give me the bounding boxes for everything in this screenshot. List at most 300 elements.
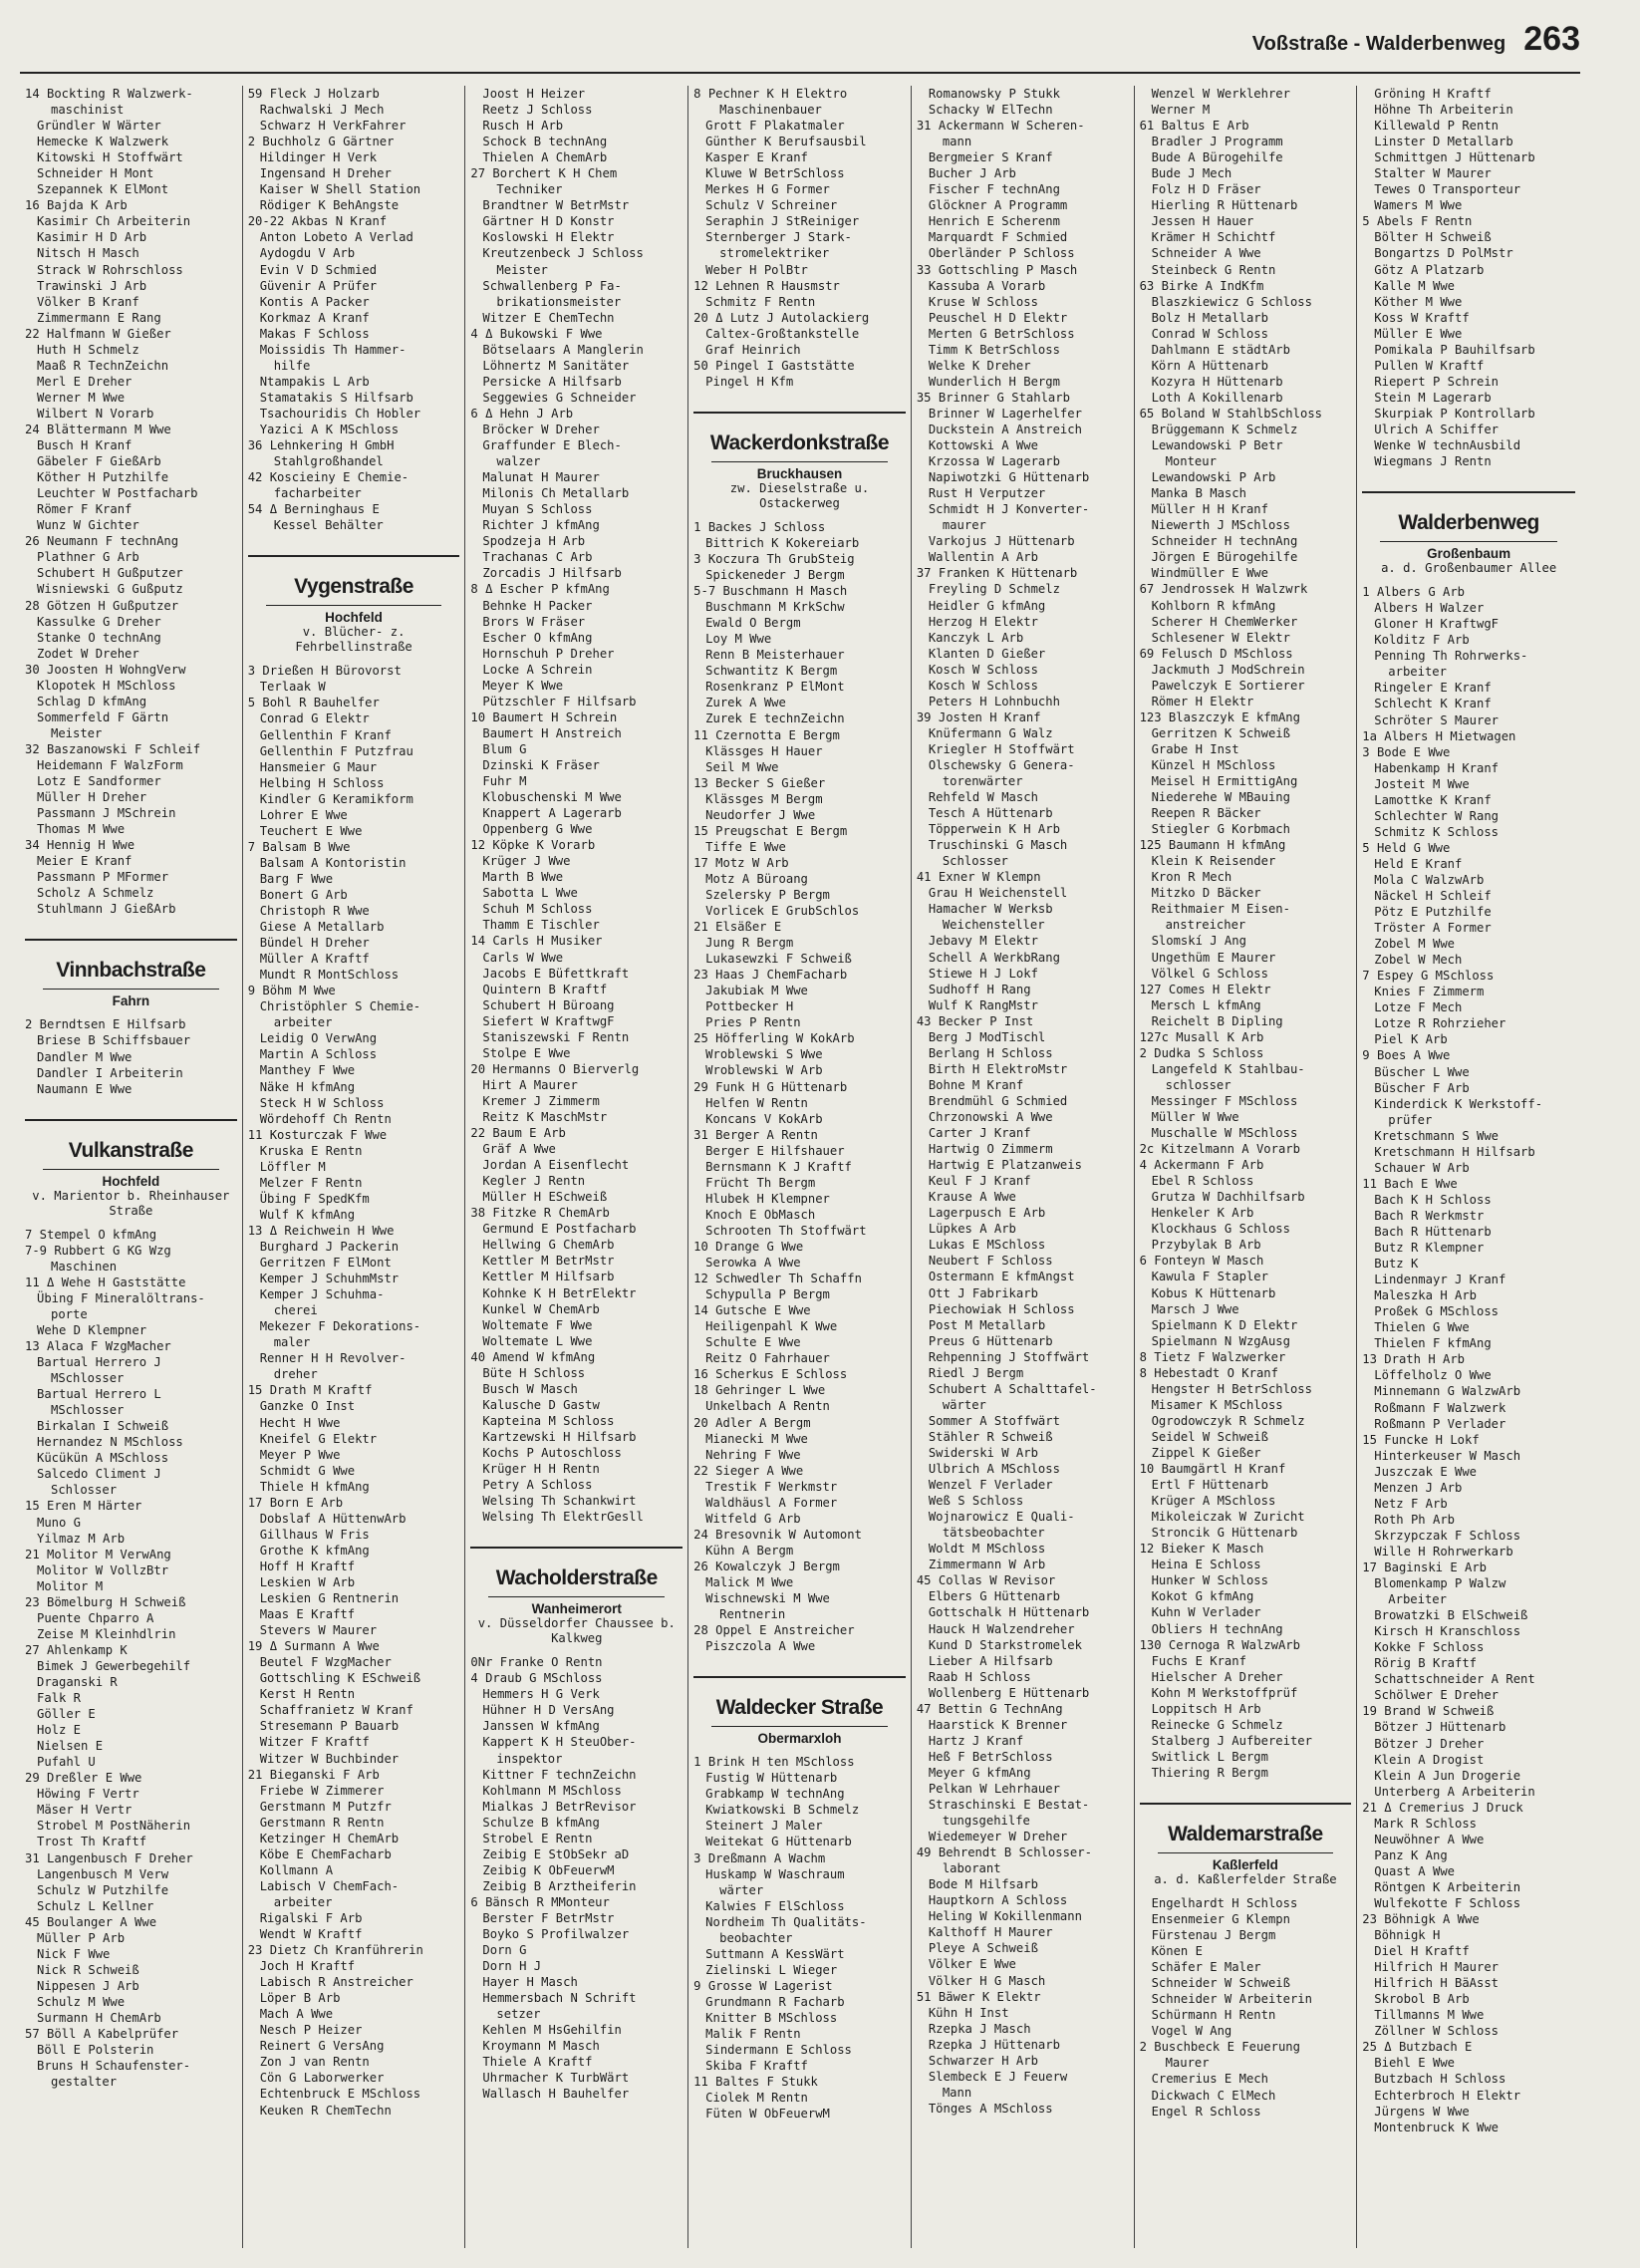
resident-entry: Scholz A Schmelz (37, 886, 154, 901)
resident-entry: Kretschmann H Hilfsarb (1374, 1144, 1535, 1159)
resident-entry: Proßek G MSchloss (1374, 1304, 1500, 1319)
resident-entry: Wallentin A Arb (928, 550, 1038, 565)
resident-entry: torenwärter (942, 774, 1023, 789)
resident-entry: Übing F Mineralöltrans- (37, 1290, 205, 1305)
resident-entry: Schmidt G Wwe (259, 1463, 356, 1478)
resident-entry: Schneider H technAng (1151, 534, 1298, 549)
resident-entry: Wollenberg E Hüttenarb (928, 1685, 1090, 1700)
resident-entry: Körn A Hüttenarb (1151, 358, 1268, 373)
resident-entry: Völker B Kranf (37, 294, 139, 309)
resident-entry: 7 Espey G MSchloss (1362, 969, 1495, 984)
resident-entry: 67 Jendrossek H Walzwrk (1139, 582, 1308, 597)
resident-entry: Schneider W Schweiß (1151, 1976, 1290, 1991)
resident-entry: Manka B Masch (1151, 486, 1246, 501)
resident-entry: Moissidis Th Hammer- (259, 342, 407, 357)
resident-entry: Jackmuth J ModSchrein (1151, 662, 1305, 677)
resident-entry: 63 Birke A IndKfm (1139, 278, 1264, 293)
resident-entry: Molitor W VollzBtr (37, 1562, 169, 1577)
resident-entry: 20 Hermanns O Bierverlg (470, 1061, 640, 1076)
resident-entry: Slembeck E J Feuerw (928, 2069, 1068, 2084)
resident-entry: 37 Franken K Hüttenarb (916, 566, 1078, 581)
resident-entry: Mäser H Vertr (37, 1803, 133, 1818)
resident-entry: Woldt M MSchloss (928, 1542, 1046, 1557)
resident-entry: 16 Bajda K Arb (25, 198, 128, 213)
resident-entry: Meister (51, 725, 103, 740)
resident-entry: Jebavy M Elektr (928, 934, 1038, 949)
resident-entry: Brandtner W BetrMstr (482, 198, 630, 213)
resident-entry: Klein A Drogist (1374, 1752, 1485, 1767)
resident-entry: Vorlicek E GrubSchlos (705, 904, 860, 919)
resident-entry: Kruska E Rentn (259, 1143, 363, 1158)
resident-entry: Witzer F Kraftf (259, 1735, 370, 1750)
resident-entry: Schmittgen J Hüttenarb (1374, 150, 1535, 165)
resident-entry: Krämer H Schichtf (1151, 230, 1276, 245)
resident-entry: Klobuschenski M Wwe (482, 790, 622, 805)
resident-entry: Weichensteller (942, 918, 1045, 933)
resident-entry: Persicke A Hilfsarb (482, 374, 622, 389)
resident-entry: Ulrich A Schiffer (1374, 422, 1500, 436)
resident-entry: Dobslaf A HüttenwArb (259, 1511, 407, 1526)
resident-entry: Löhnertz M Sanitäter (482, 358, 630, 373)
resident-entry: Graf Heinrich (705, 342, 801, 357)
resident-entry: Beutel F WzgMacher (259, 1655, 392, 1670)
resident-entry: 17 Baginski E Arb (1362, 1559, 1488, 1574)
resident-entry: 15 Funcke H Lokf (1362, 1432, 1480, 1447)
resident-entry: Joost H Heizer (482, 87, 586, 101)
resident-entry: porte (51, 1306, 88, 1321)
resident-entry: 49 Behrendt B Schlosser- (916, 1845, 1092, 1860)
resident-entry: Schulz L Kellner (37, 1898, 154, 1913)
resident-entry: setzer (496, 2007, 541, 2022)
resident-entry: Jordan A Eisenflecht (482, 1158, 630, 1173)
resident-entry: Reithmaier M Eisen- (1151, 902, 1290, 917)
column-6 (1135, 86, 1358, 2248)
resident-entry: Unkelbach A Rentn (705, 1399, 830, 1414)
resident-entry: Labisch R Anstreicher (259, 1975, 413, 1990)
resident-entry: Haarstick K Brenner (928, 1717, 1068, 1732)
resident-entry: Stuhlmann J GießArb (37, 902, 176, 917)
district-name: Obermarxloh (757, 1731, 842, 1747)
resident-entry: Füten W ObFeuerwM (705, 2107, 830, 2122)
resident-entry: Hirt A Maurer (482, 1077, 578, 1092)
resident-entry: Gräf A Wwe (482, 1142, 556, 1157)
resident-entry: Fürstenau J Bergm (1151, 1928, 1276, 1943)
resident-entry: Grothe K kfmAng (259, 1543, 370, 1558)
resident-entry: Jessen H Hauer (1151, 214, 1254, 229)
street-rule (1380, 541, 1557, 542)
resident-entry: Witfeld G Arb (705, 1511, 801, 1526)
street-name: Vygenstraße (294, 575, 413, 599)
resident-entry: inspektor (496, 1751, 563, 1766)
running-title: Voßstraße - Walderbenweg (1251, 33, 1506, 55)
resident-entry: Meisel H ErmittigAng (1151, 774, 1298, 789)
resident-entry: Zodet W Dreher (37, 646, 139, 661)
street-heading (25, 939, 237, 1008)
resident-entry: Kegler J Rentn (482, 1174, 586, 1189)
resident-entry: Sabotta L Wwe (482, 886, 578, 901)
resident-entry: Browatzki B ElSchweiß (1374, 1608, 1528, 1623)
resident-entry: Skrzypczak F Schloss (1374, 1528, 1521, 1543)
resident-entry: Hauck H Walzendreher (928, 1621, 1075, 1636)
resident-entry: Nitsch H Masch (37, 246, 139, 261)
resident-entry: Trestik F Werkmstr (705, 1479, 838, 1494)
resident-entry: Schürmann H Rentn (1151, 2008, 1276, 2023)
resident-entry: Zurek E technZeichn (705, 711, 845, 726)
resident-entry: Grutza W Dachhilfsarb (1151, 1190, 1305, 1205)
resident-entry: Niewerth J MSchloss (1151, 518, 1290, 533)
resident-entry: 5 Abels F Rentn (1362, 214, 1473, 229)
resident-entry: Zobel W Mech (1374, 953, 1463, 968)
resident-entry: Schwarzer H Arb (928, 2053, 1038, 2068)
resident-entry: Klässges H Hauer (705, 743, 823, 758)
resident-entry: Zeibig B Arztheiferin (482, 1878, 637, 1893)
resident-entry: Roßmann P Verlader (1374, 1416, 1506, 1431)
resident-entry: Jürgens W Wwe (1374, 2104, 1470, 2119)
resident-entry: Gottschalk H Hüttenarb (928, 1605, 1090, 1620)
resident-entry: Keuken R ChemTechn (259, 2103, 392, 2118)
resident-entry: Frücht Th Bergm (705, 1175, 816, 1190)
resident-entry: 1 Albers G Arb (1362, 585, 1466, 600)
resident-entry: Kittner F technZeichn (482, 1767, 637, 1782)
resident-entry: Büscher L Wwe (1374, 1064, 1470, 1079)
resident-entry: Kindler G Keramikform (259, 791, 413, 806)
resident-entry: Güvenir A Prüfer (259, 278, 378, 293)
resident-entry: Kneifel G Elektr (259, 1431, 378, 1446)
resident-entry: Hemecke K Walzwerk (37, 135, 169, 149)
resident-entry: Hilfrich H Maurer (1374, 1960, 1500, 1975)
resident-entry: Stevers W Maurer (259, 1623, 378, 1638)
resident-entry: Rehpenning J Stoffwärt (928, 1349, 1090, 1364)
resident-entry: Schlosser (51, 1483, 118, 1498)
resident-entry: Heling W Kokillenmann (928, 1909, 1082, 1924)
resident-entry: Wamers M Wwe (1374, 198, 1463, 213)
resident-entry: 0Nr Franke O Rentn (470, 1655, 603, 1670)
resident-entry: Kuhn W Verlader (1151, 1605, 1261, 1620)
resident-entry: Hauptkorn A Schloss (928, 1893, 1068, 1908)
resident-entry: Sommer A Stoffwärt (928, 1413, 1060, 1428)
resident-entry: Strack W Rohrschloss (37, 262, 183, 277)
resident-entry: Szelersky P Bergm (705, 887, 830, 902)
resident-entry: 6 Bänsch R MMonteur (470, 1894, 610, 1909)
resident-entry: Wenke W technAusbild (1374, 438, 1521, 453)
resident-entry: Bode M Hilfsarb (928, 1877, 1038, 1892)
resident-entry: Gründler W Wärter (37, 119, 161, 134)
street-name: Waldemarstraße (1168, 1822, 1323, 1845)
resident-entry: Dickwach C ElMech (1151, 2088, 1276, 2103)
resident-entry: 12 Schwedler Th Schaffn (693, 1272, 862, 1286)
resident-entry: 3 Dreßmann A Wachm (693, 1850, 826, 1865)
resident-entry: Knies F Zimmerm (1374, 985, 1485, 999)
resident-entry: Fustig W Hüttenarb (705, 1771, 838, 1786)
resident-entry: 20-22 Akbas N Kranf (247, 214, 388, 229)
resident-entry: Giese A Metallarb (259, 920, 385, 935)
resident-entry: Reetz J Schloss (482, 103, 593, 118)
resident-entry: Thiele A Kraftf (482, 2055, 593, 2070)
resident-entry: 8 Tietz F Walzwerker (1139, 1349, 1286, 1364)
resident-entry: Post M Metallarb (928, 1317, 1046, 1332)
resident-entry: Butzbach H Schloss (1374, 2072, 1506, 2087)
resident-entry: Wördehoff Ch Rentn (259, 1111, 392, 1126)
resident-entry: Merl E Dreher (37, 374, 133, 389)
resident-entry: 23 Haas J ChemFacharb (693, 968, 848, 983)
resident-entry: Schmidt H J Konverter- (928, 502, 1090, 517)
resident-entry: Dorn H J (482, 1959, 542, 1974)
resident-entry: Koslowski H Elektr (482, 230, 615, 245)
resident-entry: Zippel K Gießer (1151, 1445, 1261, 1460)
resident-entry: Juszczak E Wwe (1374, 1464, 1478, 1479)
resident-entry: Grau H Weichenstell (928, 886, 1068, 901)
resident-entry: Gillhaus W Fris (259, 1527, 370, 1542)
resident-entry: Ciolek M Rentn (705, 2091, 808, 2106)
resident-entry: facharbeiter (273, 486, 362, 501)
resident-entry: 20 Δ Lutz J Autolackierg (693, 310, 870, 325)
resident-entry: Schattschneider A Rent (1374, 1672, 1535, 1687)
resident-entry: Tillmanns M Wwe (1374, 2008, 1485, 2023)
resident-entry: Joch H Kraftf (259, 1959, 356, 1974)
resident-entry: Merten G BetrSchloss (928, 326, 1075, 341)
resident-entry: 31 Ackermann W Scheren- (916, 119, 1085, 134)
resident-entry: Pawelczyk E Sortierer (1151, 678, 1305, 693)
resident-entry: Klässges M Bergm (705, 791, 823, 806)
resident-entry: 17 Born E Arb (247, 1495, 344, 1510)
resident-entry: Oberländer P Schloss (928, 246, 1075, 261)
resident-entry: Siefert W KraftwgF (482, 1013, 615, 1028)
resident-entry: Christöphler S Chemie- (259, 999, 421, 1014)
resident-entry: Naumann E Wwe (37, 1081, 133, 1096)
resident-entry: Leskien W Arb (259, 1574, 356, 1589)
resident-entry: Götz A Platzarb (1374, 262, 1485, 277)
resident-entry: Henrich E Scherenm (928, 214, 1060, 229)
resident-entry: Nick R Schweiß (37, 1962, 139, 1977)
resident-entry: Terlaak W (259, 680, 326, 695)
resident-entry: wärter (942, 1397, 986, 1412)
resident-entry: Kunkel W ChemArb (482, 1301, 600, 1316)
resident-entry: Künzel H MSchloss (1151, 757, 1276, 772)
resident-entry: 15 Eren M Härter (25, 1499, 142, 1514)
resident-entry: 9 Boes A Wwe (1362, 1048, 1451, 1063)
resident-entry: Malik F Rentn (705, 2027, 801, 2042)
resident-entry: Maaß R TechnZeichn (37, 358, 169, 373)
resident-entry: 50 Pingel I Gaststätte (693, 358, 855, 373)
resident-entry: Spickeneder J Bergm (705, 568, 845, 583)
resident-entry: Preus G Hüttenarb (928, 1333, 1053, 1348)
resident-entry: Elbers G Hüttenarb (928, 1589, 1060, 1604)
resident-entry: Conrad G Elektr (259, 711, 370, 726)
resident-entry: Bötzer J Dreher (1374, 1736, 1485, 1751)
resident-entry: 2 Buschbeck E Feuerung (1139, 2040, 1300, 2055)
resident-entry: Schypulla P Bergm (705, 1287, 830, 1302)
resident-entry: Kemper J Schuhma- (259, 1287, 385, 1302)
resident-entry: prüfer (1388, 1112, 1433, 1127)
resident-entry: Merkes H G Former (705, 182, 830, 197)
resident-entry: Mekezer F Dekorations- (259, 1319, 421, 1334)
resident-entry: 47 Bettin G TechnAng (916, 1701, 1063, 1716)
resident-entry: 2 Berndtsen E Hilfsarb (25, 1017, 186, 1032)
resident-entry: Ulbrich A MSchloss (928, 1462, 1060, 1477)
resident-entry: Reitz K MaschMstr (482, 1110, 608, 1124)
resident-entry: Mann (942, 2085, 972, 2100)
resident-entry: Bötzer J Hüttenarb (1374, 1720, 1506, 1735)
resident-entry: Wulfekotte F Schloss (1374, 1895, 1521, 1910)
resident-entry: Klein A Jun Drogerie (1374, 1768, 1521, 1783)
street-rule (266, 605, 442, 606)
resident-entry: Chrzonowski A Wwe (928, 1110, 1053, 1124)
resident-entry: Müller W Wwe (1151, 1110, 1239, 1124)
resident-entry: Knitter B MSchloss (705, 2010, 838, 2025)
resident-entry: 21 Δ Cremerius J Druck (1362, 1800, 1523, 1815)
resident-entry: Kobus K Hüttenarb (1151, 1285, 1276, 1300)
resident-entry: Trawinski J Arb (37, 278, 147, 293)
resident-entry: 59 Fleck J Holzarb (247, 87, 380, 101)
resident-entry: Müller H Dreher (37, 790, 147, 805)
resident-entry: Mundt R MontSchloss (259, 968, 400, 983)
street-range-note: a. d. Großenbaumer Allee (1381, 561, 1557, 576)
resident-entry: Löffler M (259, 1159, 326, 1174)
resident-entry: 22 Halfmann W Gießer (25, 326, 171, 341)
resident-entry: Näckel H Schleif (1374, 889, 1492, 904)
resident-entry: Folz H D Fräser (1151, 182, 1261, 197)
resident-entry: Wulf K kfmAng (259, 1207, 356, 1222)
resident-entry: Werner M (1151, 103, 1211, 118)
resident-entry: Büscher F Arb (1374, 1080, 1470, 1095)
resident-entry: Stalberg J Aufbereiter (1151, 1733, 1312, 1748)
resident-entry: Wojnarowicz E Quali- (928, 1510, 1075, 1525)
resident-entry: Niederehe W MBauing (1151, 790, 1290, 805)
resident-entry: maschinist (51, 103, 125, 118)
resident-entry: Pötz E Putzhilfe (1374, 905, 1492, 920)
resident-entry: Witzer W Buchbinder (259, 1751, 400, 1766)
resident-entry: Klanten D Gießer (928, 646, 1046, 661)
street-heading (248, 555, 460, 655)
resident-entry: Kretschmann S Wwe (1374, 1128, 1500, 1143)
resident-entry: Bude J Mech (1151, 166, 1232, 181)
resident-entry: Vogel W Ang (1151, 2024, 1232, 2039)
resident-entry: Menzen J Arb (1374, 1480, 1463, 1495)
resident-entry: Labisch V ChemFach- (259, 1878, 400, 1893)
resident-entry: Müller H ESchweiß (482, 1190, 608, 1205)
resident-entry: 31 Langenbusch F Dreher (25, 1850, 193, 1865)
resident-entry: Rust H Verputzer (928, 486, 1046, 501)
resident-entry: Schauer W Arb (1374, 1160, 1470, 1175)
resident-entry: Buschmann M KrkSchw (705, 600, 845, 615)
resident-entry: Nesch P Heizer (259, 2023, 363, 2038)
resident-entry: Knoch E ObMasch (705, 1207, 816, 1222)
resident-entry: Hlubek H Klempner (705, 1191, 830, 1206)
column-3 (465, 86, 688, 2248)
resident-entry: Korkmaz A Kranf (259, 310, 370, 325)
resident-entry: Locke A Schrein (482, 662, 593, 677)
resident-entry: Pomikala P Bauhilfsarb (1374, 342, 1535, 357)
resident-entry: 29 Dreßler E Wwe (25, 1771, 142, 1786)
resident-entry: Grabe H Inst (1151, 741, 1239, 756)
resident-entry: 11 Δ Wehe H Gaststätte (25, 1275, 186, 1289)
resident-entry: Nick F Wwe (37, 1946, 111, 1961)
resident-entry: Nordheim Th Qualitäts- (705, 1914, 867, 1929)
resident-entry: 43 Becker P Inst (916, 1013, 1034, 1028)
resident-entry: Seraphin J StReiniger (705, 214, 860, 229)
resident-entry: Reinecke G Schmelz (1151, 1717, 1283, 1732)
resident-entry: Bündel H Dreher (259, 936, 370, 951)
resident-entry: Berlang H Schloss (928, 1045, 1053, 1060)
resident-entry: Klein K Reisender (1151, 854, 1276, 869)
street-name: Walderbenweg (1398, 511, 1539, 535)
resident-entry: Mikoleiczak W Zuricht (1151, 1510, 1305, 1525)
resident-entry: Pottbecker H (705, 999, 794, 1014)
resident-entry: Zielinski L Wieger (705, 1962, 838, 1977)
resident-entry: Woltemate L Wwe (482, 1333, 593, 1348)
resident-entry: Peuschel H D Elektr (928, 310, 1068, 325)
resident-entry: 17 Motz W Arb (693, 855, 789, 870)
resident-entry: Krüger J Wwe (482, 854, 571, 869)
resident-entry: Wenzel F Verlader (928, 1478, 1053, 1493)
resident-entry: 30 Joosten H WohngVerw (25, 662, 186, 677)
resident-entry: 19 Brand W Schweiß (1362, 1704, 1495, 1719)
resident-entry: Langenbusch M Verw (37, 1866, 169, 1881)
resident-entry: Birth H ElektroMstr (928, 1061, 1068, 1076)
resident-entry: Hartwig O Zimmerm (928, 1142, 1053, 1157)
resident-entry: 24 Blättermann M Wwe (25, 422, 171, 436)
resident-entry: 45 Collas W Revisor (916, 1573, 1056, 1588)
resident-entry: Passmann J MSchrein (37, 806, 176, 821)
resident-entry: Spielmann K D Elektr (1151, 1317, 1298, 1332)
resident-entry: Kruse W Schloss (928, 294, 1038, 309)
resident-entry: Gerstmann R Rentn (259, 1815, 385, 1830)
resident-entry: Wille H Rohrwerkarb (1374, 1544, 1513, 1559)
resident-entry: Kwiatkowski B Schmelz (705, 1803, 860, 1818)
resident-entry: Römer H Elektr (1151, 694, 1254, 709)
resident-entry: Zon J van Rentn (259, 2055, 370, 2070)
resident-entry: Straschinski E Bestat- (928, 1798, 1090, 1813)
resident-entry: Thamm E Tischler (482, 918, 600, 933)
resident-entry: Mialkas J BetrRevisor (482, 1799, 637, 1814)
resident-entry: Kaiser W Shell Station (259, 182, 421, 197)
resident-entry: Truschinski G Masch (928, 838, 1068, 853)
resident-entry: Thielen A ChemArb (482, 150, 608, 165)
resident-entry: 23 Böhnigk A Wwe (1362, 1912, 1480, 1927)
resident-entry: Brors W Fräser (482, 614, 586, 629)
resident-entry: 19 Δ Surmann A Wwe (247, 1639, 380, 1654)
resident-entry: Kettler M BetrMstr (482, 1254, 615, 1269)
resident-entry: Mersch L kfmAng (1151, 997, 1261, 1012)
resident-entry: Rzepka J Hüttenarb (928, 2037, 1060, 2052)
resident-entry: Held E Kranf (1374, 856, 1463, 871)
resident-entry: Kokot G kfmAng (1151, 1589, 1254, 1604)
resident-entry: Schacky W ElTechn (928, 103, 1053, 118)
resident-entry: Kollmann A (259, 1862, 334, 1877)
street-name: Wackerdonkstraße (709, 430, 890, 454)
resident-entry: Kochs P Autoschloss (482, 1445, 622, 1460)
resident-entry: Lagerpusch E Arb (928, 1206, 1046, 1221)
resident-entry: Rörig B Kraftf (1374, 1656, 1478, 1671)
resident-entry: 29 Funk H G Hüttenarb (693, 1079, 848, 1094)
resident-entry: Schlosser (942, 854, 1008, 869)
resident-entry: Schuh M Schloss (482, 902, 593, 917)
resident-entry: Werner M Wwe (37, 390, 126, 405)
resident-entry: Helbing H Schloss (259, 775, 385, 790)
street-rule (43, 989, 219, 990)
resident-entry: Schölwer E Dreher (1374, 1688, 1500, 1703)
resident-entry: Woltemate F Wwe (482, 1317, 593, 1332)
resident-entry: Stolpe E Wwe (482, 1045, 571, 1060)
resident-entry: Rehfeld W Masch (928, 790, 1038, 805)
resident-entry: Caltex-Großtankstelle (705, 326, 860, 341)
resident-entry: Langefeld K Stahlbau- (1151, 1061, 1305, 1076)
resident-entry: Völkel G Schloss (1151, 966, 1268, 981)
resident-entry: Fuchs E Kranf (1151, 1653, 1246, 1668)
resident-entry: Völker H G Masch (928, 1973, 1046, 1988)
resident-entry: Kapteina M Schloss (482, 1413, 615, 1428)
resident-entry: Roth Ph Arb (1374, 1512, 1455, 1527)
